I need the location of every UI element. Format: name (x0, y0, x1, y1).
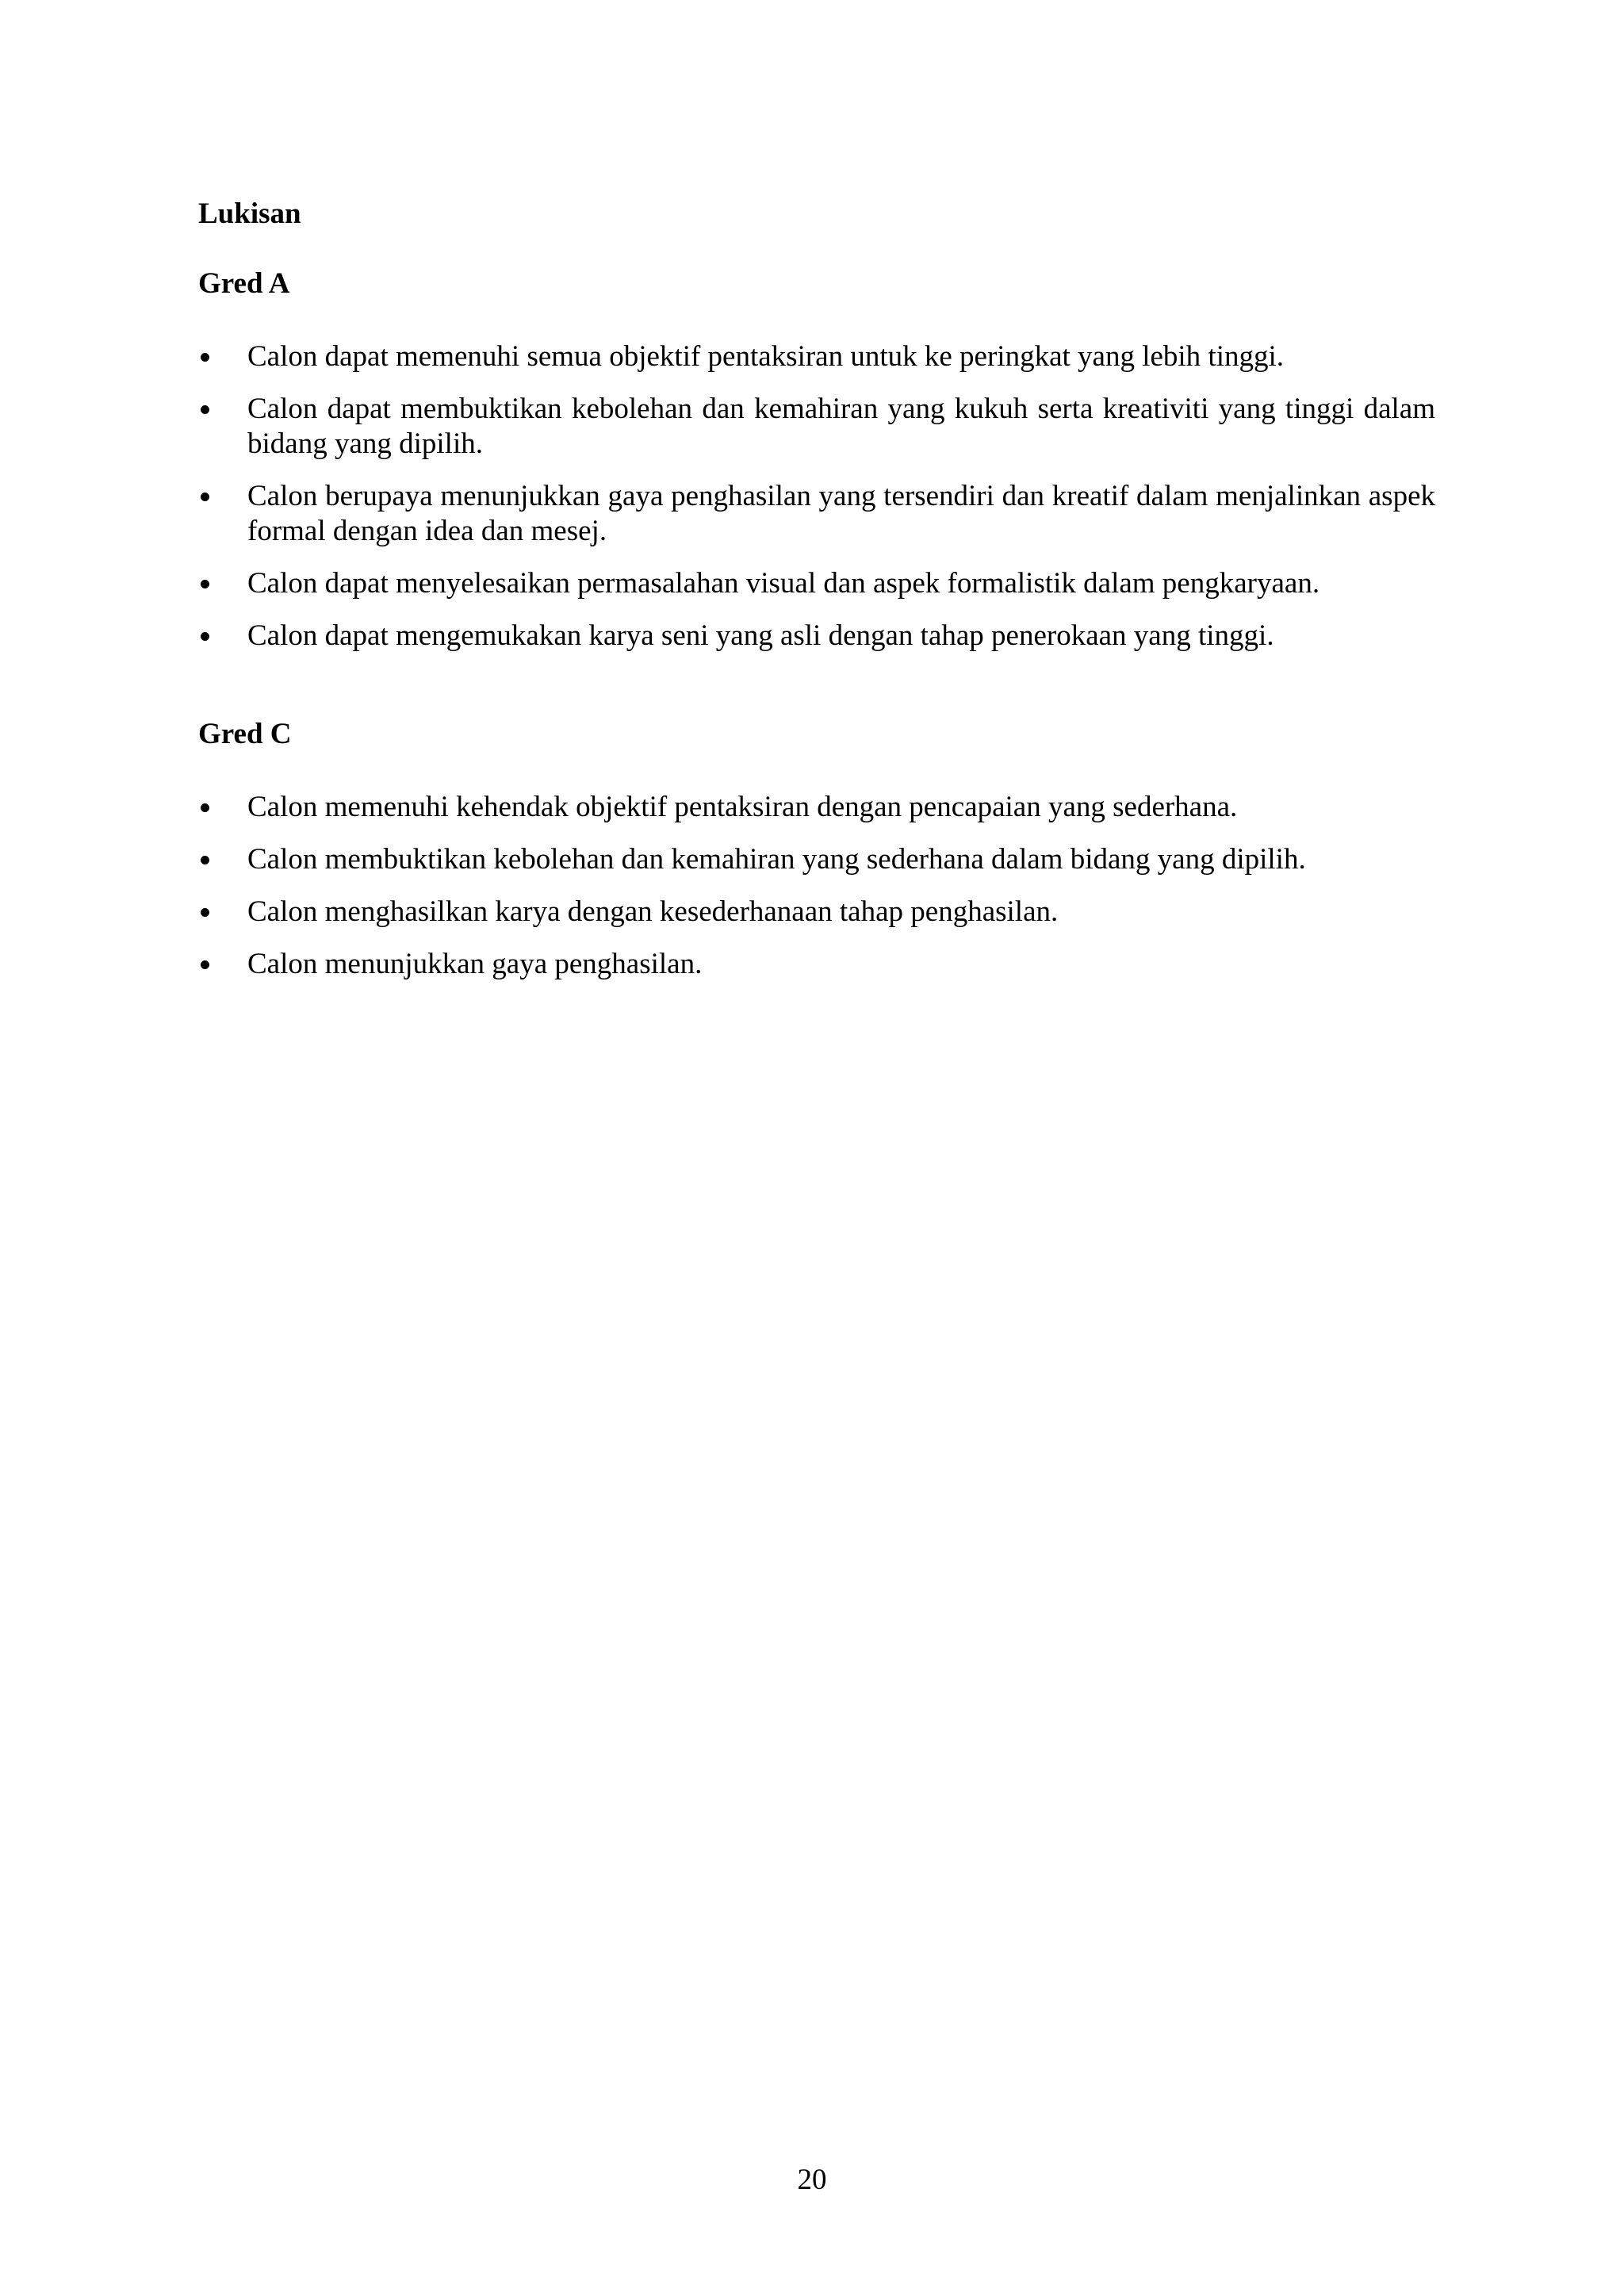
bullet-icon (201, 960, 209, 969)
list-item (198, 566, 1435, 601)
list-item (198, 947, 1435, 982)
grade-c-title: Gred C (198, 718, 292, 750)
bullet-icon (201, 405, 209, 414)
list-item-text: Calon dapat menyelesaikan permasalahan visual dan aspek formalistik dalam pengkaryaan. (247, 567, 1320, 600)
list-item (198, 479, 1435, 549)
list-item (198, 842, 1435, 877)
grade-c-list (198, 790, 1435, 999)
bullet-icon (201, 856, 209, 864)
bullet-icon (201, 632, 209, 641)
list-item-text: Calon membuktikan kebolehan dan kemahiran yang sederhana dalam bidang yang dipilih. (247, 843, 1306, 876)
list-item (198, 392, 1435, 462)
list-item-text: Calon menunjukkan gaya penghasilan. (247, 948, 703, 980)
list-item (198, 790, 1435, 825)
grade-a-title: Gred A (198, 267, 290, 300)
list-item-text: Calon dapat memenuhi semua objektif pentaksiran untuk ke peringkat yang lebih tinggi. (247, 340, 1285, 373)
bullet-icon (201, 803, 209, 812)
list-item-text: Calon berupaya menunjukkan gaya penghasilan yang tersendiri dan kreatif dalam menjalinkan aspek formal dengan idea dan mesej. (247, 480, 1435, 547)
list-item (198, 619, 1435, 654)
bullet-icon (201, 353, 209, 362)
section-title: Lukisan (198, 197, 301, 230)
list-item (198, 895, 1435, 930)
list-item-text: Calon memenuhi kehendak objektif pentaksiran dengan pencapaian yang sederhana. (247, 791, 1238, 823)
bullet-icon (201, 493, 209, 501)
bullet-icon (201, 908, 209, 917)
grade-a-list (198, 339, 1435, 671)
list-item-text: Calon menghasilkan karya dengan kesederhanaan tahap penghasilan. (247, 895, 1059, 928)
list-item-text: Calon dapat mengemukakan karya seni yang asli dengan tahap penerokaan yang tinggi. (247, 619, 1274, 652)
list-item (198, 339, 1435, 374)
list-item-text: Calon dapat membuktikan kebolehan dan kemahiran yang kukuh serta kreativiti yang tinggi dalam bidang yang dipilih. (247, 393, 1435, 460)
page-number: 20 (797, 2164, 827, 2196)
bullet-icon (201, 580, 209, 588)
